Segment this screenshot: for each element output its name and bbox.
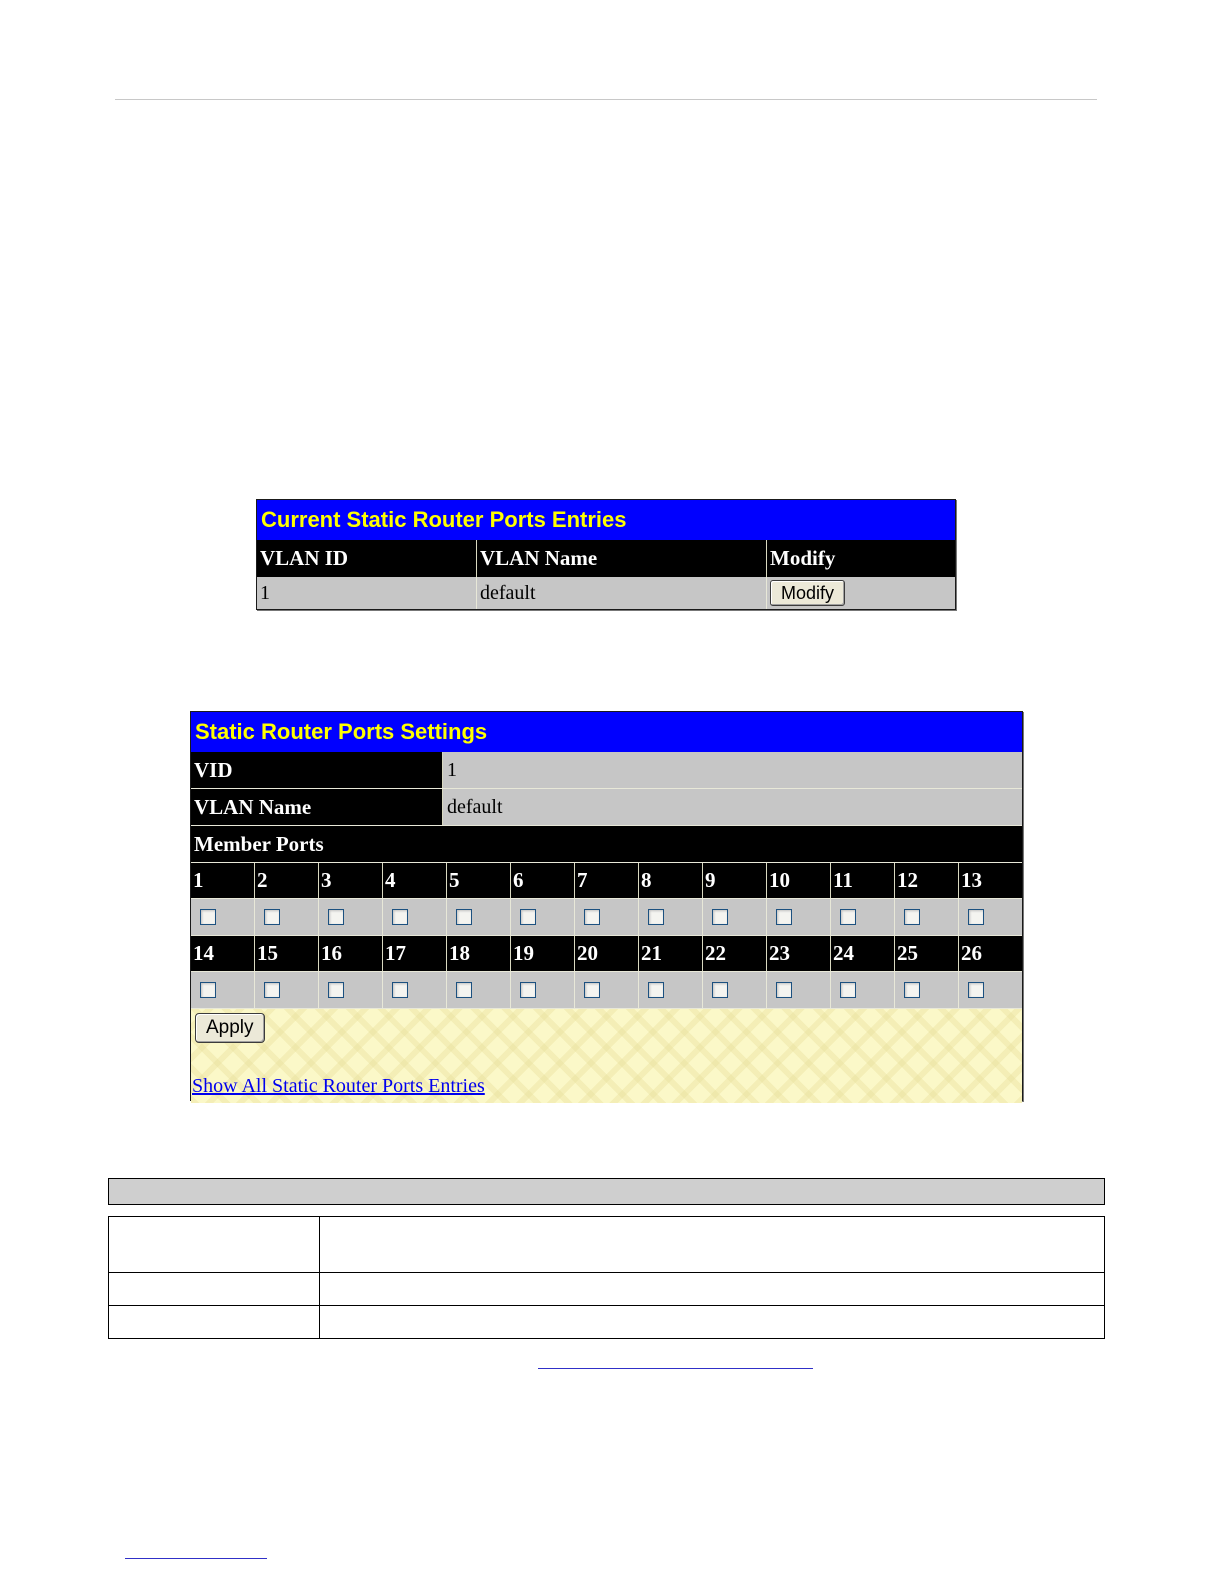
member-ports-label: Member Ports [191, 826, 1022, 863]
port-cell-15 [255, 972, 319, 1008]
table-row [109, 1306, 1104, 1338]
port-number-24: 24 [831, 936, 895, 971]
port-number-2: 2 [255, 863, 319, 898]
modify-button[interactable]: Modify [770, 580, 845, 606]
port-cell-14 [191, 972, 255, 1008]
port-cell-24 [831, 972, 895, 1008]
port-cell-23 [767, 972, 831, 1008]
port-checkboxes-row-2 [191, 972, 1022, 1009]
port-18-checkbox[interactable] [456, 982, 472, 998]
port-26-checkbox[interactable] [968, 982, 984, 998]
settings-panel [190, 711, 1023, 1101]
vlan-name-value: default [443, 789, 1022, 825]
port-cell-5 [447, 899, 511, 935]
vid-value: 1 [443, 752, 1022, 788]
port-number-21: 21 [639, 936, 703, 971]
cell-modify [767, 577, 955, 609]
footer-link-underline [125, 1558, 267, 1559]
port-number-15: 15 [255, 936, 319, 971]
port-cell-22 [703, 972, 767, 1008]
port-9-checkbox[interactable] [712, 909, 728, 925]
vid-row [191, 752, 1022, 789]
port-number-14: 14 [191, 936, 255, 971]
port-number-26: 26 [961, 941, 982, 965]
vlan-name-label: VLAN Name [191, 789, 443, 825]
port-23-checkbox[interactable] [776, 982, 792, 998]
port-cell-21 [639, 972, 703, 1008]
table-row [109, 1217, 1104, 1273]
table-row [257, 577, 955, 609]
port-2-checkbox[interactable] [264, 909, 280, 925]
port-cell-7 [575, 899, 639, 935]
port-number-25: 25 [895, 936, 959, 971]
port-numbers-row-1 [191, 863, 1022, 899]
port-cell-25 [895, 972, 959, 1008]
header-vlan-name: VLAN Name [477, 540, 767, 577]
port-number-18: 18 [447, 936, 511, 971]
port-number-11: 11 [831, 863, 895, 898]
port-cell-8 [639, 899, 703, 935]
vid-label: VID [191, 752, 443, 788]
port-number-17: 17 [383, 936, 447, 971]
port-7-checkbox[interactable] [584, 909, 600, 925]
port-13-checkbox[interactable] [968, 909, 984, 925]
header-modify: Modify [770, 546, 836, 570]
port-number-22: 22 [703, 936, 767, 971]
port-20-checkbox[interactable] [584, 982, 600, 998]
port-number-23: 23 [767, 936, 831, 971]
panel-title: Current Static Router Ports Entries [257, 500, 955, 540]
port-cell-12 [895, 899, 959, 935]
port-number-16: 16 [319, 936, 383, 971]
port-22-checkbox[interactable] [712, 982, 728, 998]
port-cell-4 [383, 899, 447, 935]
port-25-checkbox[interactable] [904, 982, 920, 998]
port-cell-6 [511, 899, 575, 935]
port-14-checkbox[interactable] [200, 982, 216, 998]
port-cell-19 [511, 972, 575, 1008]
settings-footer [191, 1009, 1022, 1103]
port-21-checkbox[interactable] [648, 982, 664, 998]
port-number-3: 3 [319, 863, 383, 898]
table-header [257, 540, 955, 577]
cell-vlan-name: default [477, 577, 767, 609]
port-8-checkbox[interactable] [648, 909, 664, 925]
port-cell-10 [767, 899, 831, 935]
port-number-12: 12 [895, 863, 959, 898]
port-cell-16 [319, 972, 383, 1008]
parameter-table [108, 1216, 1105, 1339]
port-number-6: 6 [511, 863, 575, 898]
port-number-9: 9 [703, 863, 767, 898]
port-numbers-row-2 [191, 936, 1022, 972]
port-cell-26 [959, 972, 1022, 1008]
port-number-10: 10 [767, 863, 831, 898]
page-header-rule [115, 99, 1097, 100]
port-cell-11 [831, 899, 895, 935]
port-cell-9 [703, 899, 767, 935]
port-number-5: 5 [447, 863, 511, 898]
port-19-checkbox[interactable] [520, 982, 536, 998]
show-all-entries-link[interactable]: Show All Static Router Ports Entries [192, 1075, 485, 1097]
port-cell-1 [191, 899, 255, 935]
port-1-checkbox[interactable] [200, 909, 216, 925]
port-number-7: 7 [575, 863, 639, 898]
port-cell-20 [575, 972, 639, 1008]
port-cell-17 [383, 972, 447, 1008]
table-row [109, 1273, 1104, 1306]
settings-title: Static Router Ports Settings [191, 712, 1022, 752]
port-3-checkbox[interactable] [328, 909, 344, 925]
port-10-checkbox[interactable] [776, 909, 792, 925]
port-11-checkbox[interactable] [840, 909, 856, 925]
port-cell-13 [959, 899, 1022, 935]
port-number-1: 1 [191, 863, 255, 898]
header-vlan-id: VLAN ID [257, 540, 477, 577]
port-cell-2 [255, 899, 319, 935]
port-number-13: 13 [961, 868, 982, 892]
port-number-8: 8 [639, 863, 703, 898]
port-4-checkbox[interactable] [392, 909, 408, 925]
apply-button[interactable]: Apply [195, 1013, 265, 1043]
port-16-checkbox[interactable] [328, 982, 344, 998]
port-17-checkbox[interactable] [392, 982, 408, 998]
port-cell-18 [447, 972, 511, 1008]
port-12-checkbox[interactable] [904, 909, 920, 925]
link-underline [538, 1368, 813, 1369]
port-cell-3 [319, 899, 383, 935]
port-15-checkbox[interactable] [264, 982, 280, 998]
port-24-checkbox[interactable] [840, 982, 856, 998]
current-entries-panel [256, 499, 956, 610]
port-6-checkbox[interactable] [520, 909, 536, 925]
cell-vlan-id: 1 [257, 577, 477, 609]
port-number-4: 4 [383, 863, 447, 898]
port-number-20: 20 [575, 936, 639, 971]
vlan-name-row [191, 789, 1022, 826]
port-5-checkbox[interactable] [456, 909, 472, 925]
port-checkboxes-row-1 [191, 899, 1022, 936]
port-number-19: 19 [511, 936, 575, 971]
parameter-table-header [108, 1178, 1105, 1205]
